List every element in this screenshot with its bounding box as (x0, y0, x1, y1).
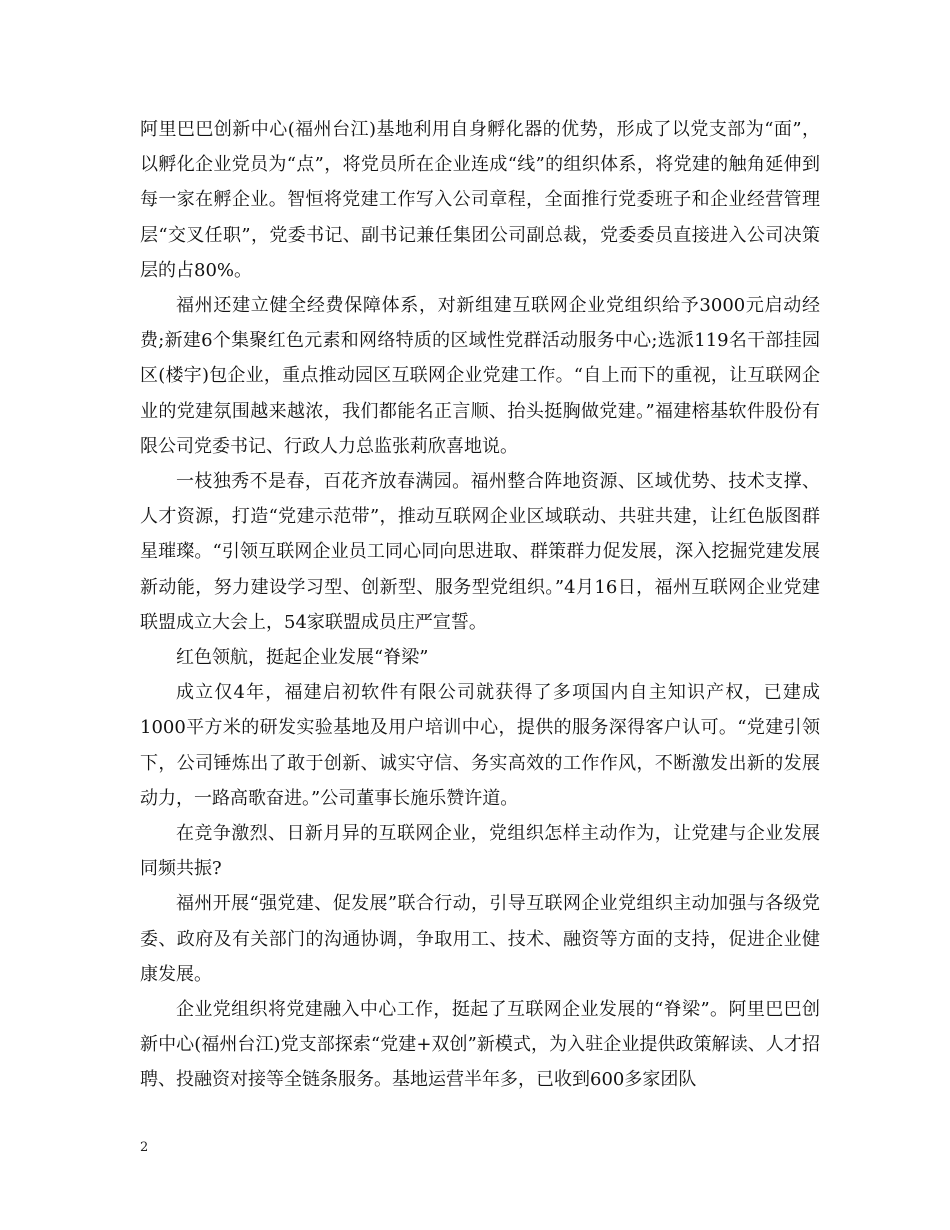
paragraph-6: 在竞争激烈、日新月异的互联网企业，党组织怎样主动作为，让党建与企业发展同频共振? (140, 823, 820, 880)
paragraph-2: 福州还建立健全经费保障体系，对新组建互联网企业党组织给予3000元启动经费;新建6个集聚红色元素和网络特质的区域性党群活动服务中心;选派119名干部挂园区(楼宇)包企业，重点推动园区互联网企业党建工作。“自上而下的重视，让互联网企业的党建氛围越来越浓，我们都能名正言顺、抬头挺胸做党建。”福建榕基软件股份有限公司党委书记、行政人力总监张莉欣喜地说。 (140, 295, 820, 457)
body-text (140, 112, 820, 1098)
paragraph-8: 企业党组织将党建融入中心工作，挺起了互联网企业发展的“脊梁”。阿里巴巴创新中心(福州台江)党支部探索“党建+双创”新模式，为入驻企业提供政策解读、人才招聘、投融资对接等全链条服务。基地运营半年多，已收到600多家团队 (140, 999, 820, 1091)
paragraph-1: 阿里巴巴创新中心(福州台江)基地利用自身孵化器的优势，形成了以党支部为“面”，以孵化企业党员为“点”，将党员所在企业连成“线”的组织体系，将党建的触角延伸到每一家在孵企业。智恒将党建工作写入公司章程，全面推行党委班子和企业经营管理层“交叉任职”，党委书记、副书记兼任集团公司副总裁，党委委员直接进入公司决策层的占80%。 (140, 119, 820, 281)
section-heading: 红色领航，挺起企业发展“脊梁” (176, 647, 429, 669)
page-number: 2 (140, 1140, 149, 1155)
paragraph-3: 一枝独秀不是春，百花齐放春满园。福州整合阵地资源、区域优势、技术支撑、人才资源，打造“党建示范带”，推动互联网企业区域联动、共驻共建，让红色版图群星璀璨。“引领互联网企业员工同心同向思进取、群策群力促发展，深入挖掘党建发展新动能，努力建设学习型、创新型、服务型党组织。”4月16日，福州互联网企业党建联盟成立大会上，54家联盟成员庄严宣誓。 (140, 471, 820, 633)
paragraph-5: 成立仅4年，福建启初软件有限公司就获得了多项国内自主知识产权，已建成1000平方米的研发实验基地及用户培训中心，提供的服务深得客户认可。“党建引领下，公司锤炼出了敢于创新、诚实守信、务实高效的工作作风，不断激发出新的发展动力，一路高歌奋进。”公司董事长施乐赞许道。 (140, 682, 820, 809)
paragraph-7: 福州开展“强党建、促发展”联合行动，引导互联网企业党组织主动加强与各级党委、政府及有关部门的沟通协调，争取用工、技术、融资等方面的支持，促进企业健康发展。 (140, 893, 820, 985)
